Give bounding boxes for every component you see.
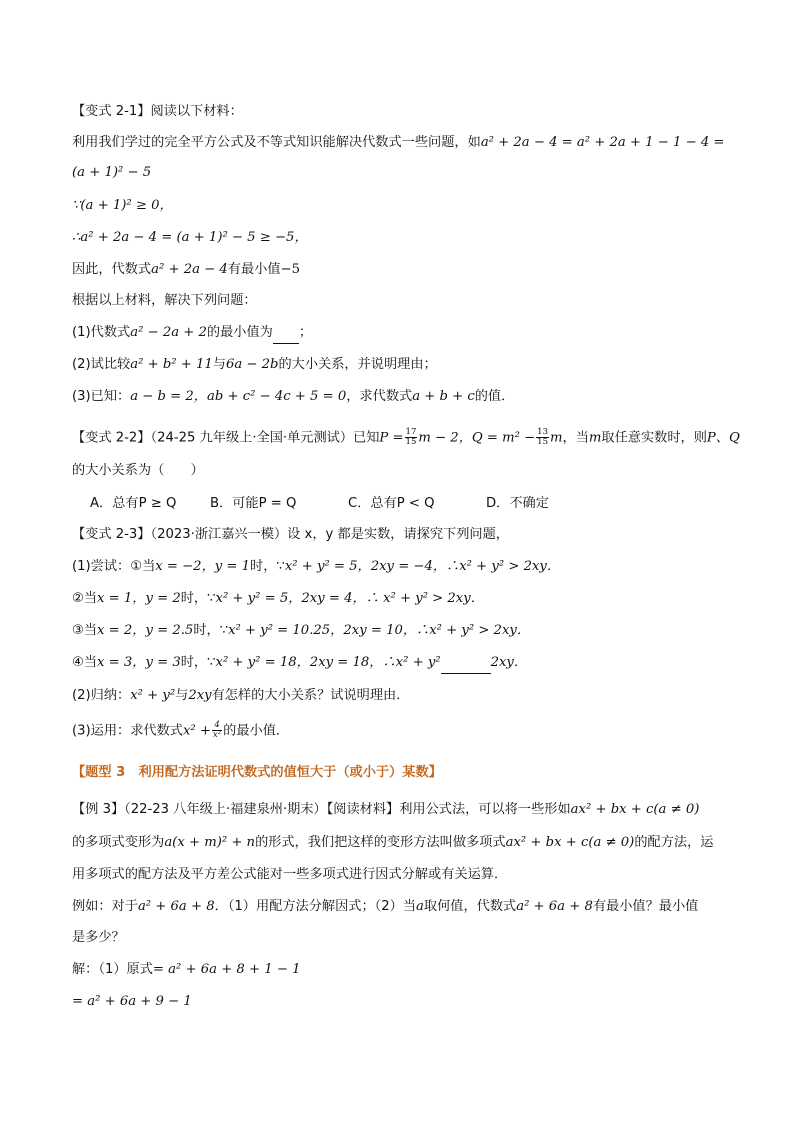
- v23-try-3: ③当x = 2，y = 2.5时，∵x² + y² = 10.25，2xy = 10，∴x² + y² > 2xy．: [72, 623, 531, 638]
- source-tag: （2023·浙江嘉兴一模）: [150, 527, 288, 542]
- source-tag: （22-23 八年级上·福建泉州·期末）: [124, 802, 327, 817]
- variant-2-2-line2: 的大小关系为（ ）: [72, 463, 204, 478]
- solution-line2: = a² + 6a + 9 − 1: [72, 994, 192, 1009]
- option-d[interactable]: D．不确定: [486, 496, 549, 511]
- v21-hence-line: 因此，代数式a² + 2a − 4有最小值−5: [72, 262, 300, 277]
- variant-label: 【变式 2-2】: [72, 430, 151, 446]
- v21-question-2: (2)试比较a² + b² + 11与6a − 2b的大小关系，并说明理由；: [72, 357, 437, 372]
- option-a[interactable]: A．总有P ≥ Q: [90, 496, 177, 511]
- v23-generalize: (2)归纳：x² + y²与2xy有怎样的大小关系？试说明理由．: [72, 688, 410, 703]
- example-label: 【例 3】: [72, 802, 125, 817]
- example-3-line1: 【例 3】（22-23 八年级上·福建泉州·期末）【阅读材料】利用公式法，可以将一些形如ax² + bx + c(a ≠ 0): [72, 802, 700, 817]
- example-3-line5: 是多少？: [72, 930, 125, 945]
- option-b[interactable]: B．可能P = Q: [210, 496, 297, 511]
- variant-label: 【变式 2-1】: [72, 104, 151, 119]
- example-3-line2: 的多项式变形为a(x + m)² + n的形式，我们把这样的变形方法叫做多项式ax² + bx + c(a ≠ 0)的配方法，运: [72, 835, 714, 850]
- variant-2-1-title: 【变式 2-1】阅读以下材料：: [72, 104, 243, 119]
- v21-therefore-line: ∴a² + 2a − 4 = (a + 1)² − 5 ≥ −5，: [72, 230, 308, 245]
- v21-question-3: (3)已知：a − b = 2，ab + c² − 4c + 5 = 0，求代数式a + b + c的值．: [72, 389, 515, 404]
- solution-line1: 解：（1）原式= a² + 6a + 8 + 1 − 1: [72, 962, 301, 977]
- v21-paragraph-line1: 利用我们学过的完全平方公式及不等式知识能解决代数式一些问题，如a² + 2a − 4 = a² + 2a + 1 − 1 − 4 =: [72, 135, 725, 150]
- v23-try-2: ②当x = 1，y = 2时，∵x² + y² = 5，2xy = 4，∴ x² + y² > 2xy．: [72, 591, 484, 606]
- fraction: $\frac{17}{15}$: [405, 427, 417, 447]
- v23-try-4: ④当x = 3，y = 3时，∵x² + y² = 18，2xy = 18，∴x² + y² 2xy．: [72, 653, 527, 674]
- variant-2-3-title: 【变式 2-3】（2023·浙江嘉兴一模）设 x，y 都是实数，请探究下列问题，: [72, 527, 509, 542]
- v23-apply: (3)运用：求代数式x² + $\frac{4}{\text{x²}}$ 的最小值．: [72, 720, 290, 740]
- math-expression: a² + 2a − 4 = a² + 2a + 1 − 1 − 4 =: [480, 135, 725, 150]
- variant-2-2-line1: 【变式 2-2】（24-25 九年级上·全国·单元测试）已知P = $\frac{17}{15}$ m − 2，Q = m² − $\frac{13}{15}$ m，当m取任意实数时，则P、Q: [72, 427, 740, 447]
- example-3-line4: 例如：对于a² + 6a + 8．（1）用配方法分解因式；（2）当a取何值，代数式a² + 6a + 8有最小值？最小值: [72, 899, 699, 914]
- fraction: $\frac{4}{\text{x²}}$: [212, 720, 222, 740]
- variant-label: 【变式 2-3】: [72, 527, 151, 542]
- example-3-line3: 用多项式的配方法及平方差公式能对一些多项式进行因式分解或有关运算．: [72, 867, 508, 882]
- v21-question-1: (1)代数式a² − 2a + 2的最小值为 ；: [72, 323, 312, 344]
- v21-prompt: 根据以上材料，解决下列问题：: [72, 293, 257, 308]
- answer-blank: [273, 323, 299, 344]
- section-heading: 【题型 3 利用配方法证明代数式的值恒大于（或小于）某数】: [72, 765, 442, 780]
- v23-try-1: (1)尝试：①当x = −2，y = 1时，∵x² + y² = 5，2xy = −4，∴x² + y² > 2xy．: [72, 559, 561, 574]
- v21-since-line: ∵(a + 1)² ≥ 0，: [72, 198, 173, 213]
- fraction: $\frac{13}{15}$: [537, 427, 548, 447]
- source-tag: （24-25 九年级上·全国·单元测试）: [150, 430, 354, 446]
- option-c[interactable]: C．总有P < Q: [348, 496, 435, 511]
- v21-paragraph-line2: (a + 1)² − 5: [72, 165, 152, 180]
- answer-blank: [441, 653, 491, 674]
